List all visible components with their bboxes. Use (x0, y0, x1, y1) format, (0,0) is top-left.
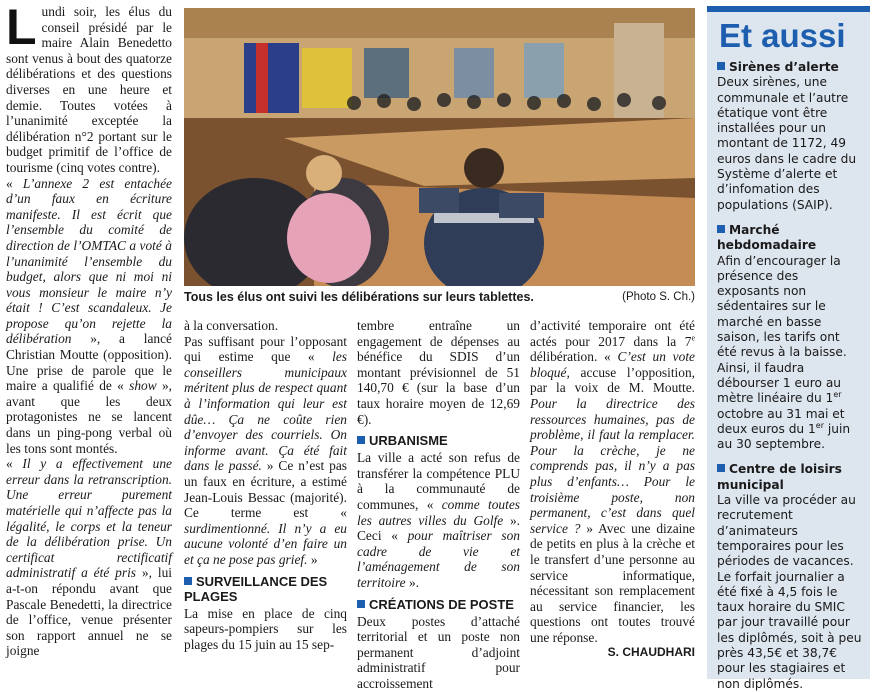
article-column-3 (357, 318, 520, 691)
sidebar-item-title: Marché hebdomadaire (717, 222, 817, 253)
author-signature: S. CHAUDHARI (607, 645, 695, 660)
article-paragraph: tembre entraîne un engagement de dépenses au bénéfice du SDIS d’un montant prévisionnel de 51 140,70 € (sur la base d’un taux horaire moyen de 12,69 €). (357, 318, 520, 427)
square-bullet-icon (717, 225, 725, 233)
caption-text: Tous les élus ont suivi les délibérations sur leurs tablettes. (184, 290, 534, 304)
photo-credit: (Photo S. Ch.) (622, 291, 695, 303)
article-intro: undi soir, les élus du conseil présidé par le maire Alain Benedetto sont venus à bout des quatorze délibérations et des questions diverses en une heure et demie. Toutes votées à l’unanimité exceptée la délibération n°2 portant sur le budget primitif de l’office de tourisme (cinq votes contre). (6, 4, 172, 175)
sidebar-item-title: Sirènes d’alerte (717, 60, 862, 75)
sidebar-title: Et aussi (719, 17, 846, 54)
drop-cap: L (6, 0, 37, 55)
article-paragraph: Pas suffisant pour l’opposant qui estime que « les conseillers municipaux méritent plus de respect quant à l’information qui leur est dûe… Ça ne coûte rien d’envoyer des courriels. On informe avant. Ça été fait dans le passé. » Ce n’est pas un faux en écriture, a estimé Jean-Louis Bessac (majorité). Ce terme est « surdimentionné. Il n’y a eu aucune volonté d’en faire un et ça ne pose pas grief. » (184, 333, 347, 567)
article-paragraph: « L’annexe 2 est entachée d’un faux en écriture manifeste. Il est écrit que l’ensemble du comité de direction de l’OMTAC a voté à l’unanimité l’ensemble du budget, alors que ni moi ni vous monsieur le maire n’y était ! C’est scandaleux. Je propose qu’on rejette la délibération », a lancé Christian Moutte (opposition). Une prise de parole que le maire a qualifié de « show », avant que les deux protagonistes ne se lancent dans un ping-pong verbal où les tons sont montés. (6, 175, 172, 456)
sidebar-item-sirenes (707, 60, 870, 213)
sidebar-item-body: Deux sirènes, une communale et l’autre étatique vont être installées pour un montant de 1172, 49 euros dans le cadre du Système d’alerte et d’infomation des populations (SAIP). (717, 75, 857, 212)
sidebar-item-body: La ville va procéder au recrutement d’animateurs temporaires pour les périodes de vacances. Le forfait journalier a été fixé à 4,5 fois le taux horaire du SMIC par jour travaillé pour les diplômés, soit à peu près 43,5€ et 38,7€ pour les stagiaires et non diplômés. (717, 493, 862, 691)
section-heading-urbanisme: URBANISME (357, 433, 520, 448)
square-bullet-icon (184, 577, 192, 585)
article-paragraph: d’activité temporaire ont été actés pour 2017 dans la 7e délibération. « C’est un vote bloqué, accuse l’opposition, par la voix de M. Moutte. Pour la directrice des ressources humaines, pas de problème, il faut la remplacer. Pour la crèche, je ne comprends pas, il n’y a pas plus d’enfants… Pour le troisième poste, non permanent, c’est dans quel service ? » Avec une dizaine de petits en plus à la crèche et le transfert d’une personne au service informatique, nécessitant son remplacement au service financier, les questions ont toutes trouvé une réponse. (530, 318, 695, 645)
square-bullet-icon (357, 600, 365, 608)
section-heading-creations: CRÉATIONS DE POSTE (357, 597, 520, 612)
sidebar-accent-bar (707, 6, 870, 12)
sidebar-item-body: Afin d’encourager la présence des exposants non sédentaires sur le marché en basse saison, les tarifs ont été revus à la baisse. Ainsi, il faudra débourser 1 euro au mètre linéaire du 1er octobre au 31 mai et deux euros du 1er juin au 30 septembre. (717, 253, 851, 452)
square-bullet-icon (717, 62, 725, 70)
sidebar-item-centre-loisirs (707, 462, 870, 691)
article-paragraph: à la conversation. (184, 318, 279, 333)
article-paragraph: La mise en place de cinq sapeurs-pompiers sur les plages du 15 juin au 15 sep- (184, 605, 347, 652)
section-heading-surveillance: SURVEILLANCE DES PLAGES (184, 573, 328, 604)
article-column-2 (184, 318, 347, 652)
photo-illustration (184, 8, 695, 286)
article-paragraph: La ville a acté son refus de transférer la compétence PLU à la communauté de communes, « comme toutes les autres villes du Golfe ». Ceci « pour maîtriser son cadre de vie et l’aménagement de son territoire ». (357, 450, 520, 590)
sidebar-item-marche (707, 223, 870, 452)
article-paragraph: « Il y a effectivement une erreur dans la retranscription. Une erreur purement matérielle qui n’affecte pas la légalité, le corps et la teneur de la délibération prise. Un certificat rectificatif administratif a été pris », lui a-t-on répondu avant que Pascale Benedetti, la directrice de l’office, venue présenter son rapport annuel ne se joigne (6, 456, 173, 659)
article-column-1 (6, 0, 173, 659)
article-column-4 (530, 318, 695, 661)
council-meeting-photo (184, 8, 695, 286)
square-bullet-icon (717, 464, 725, 472)
sidebar-item-title: Centre de loisirs municipal (717, 462, 842, 492)
square-bullet-icon (357, 436, 365, 444)
photo-caption (184, 289, 695, 307)
et-aussi-sidebar (707, 6, 870, 691)
article-paragraph: Deux postes d’attaché territorial et un poste non permanent d’adjoint administratif pour accroissement (357, 613, 520, 691)
